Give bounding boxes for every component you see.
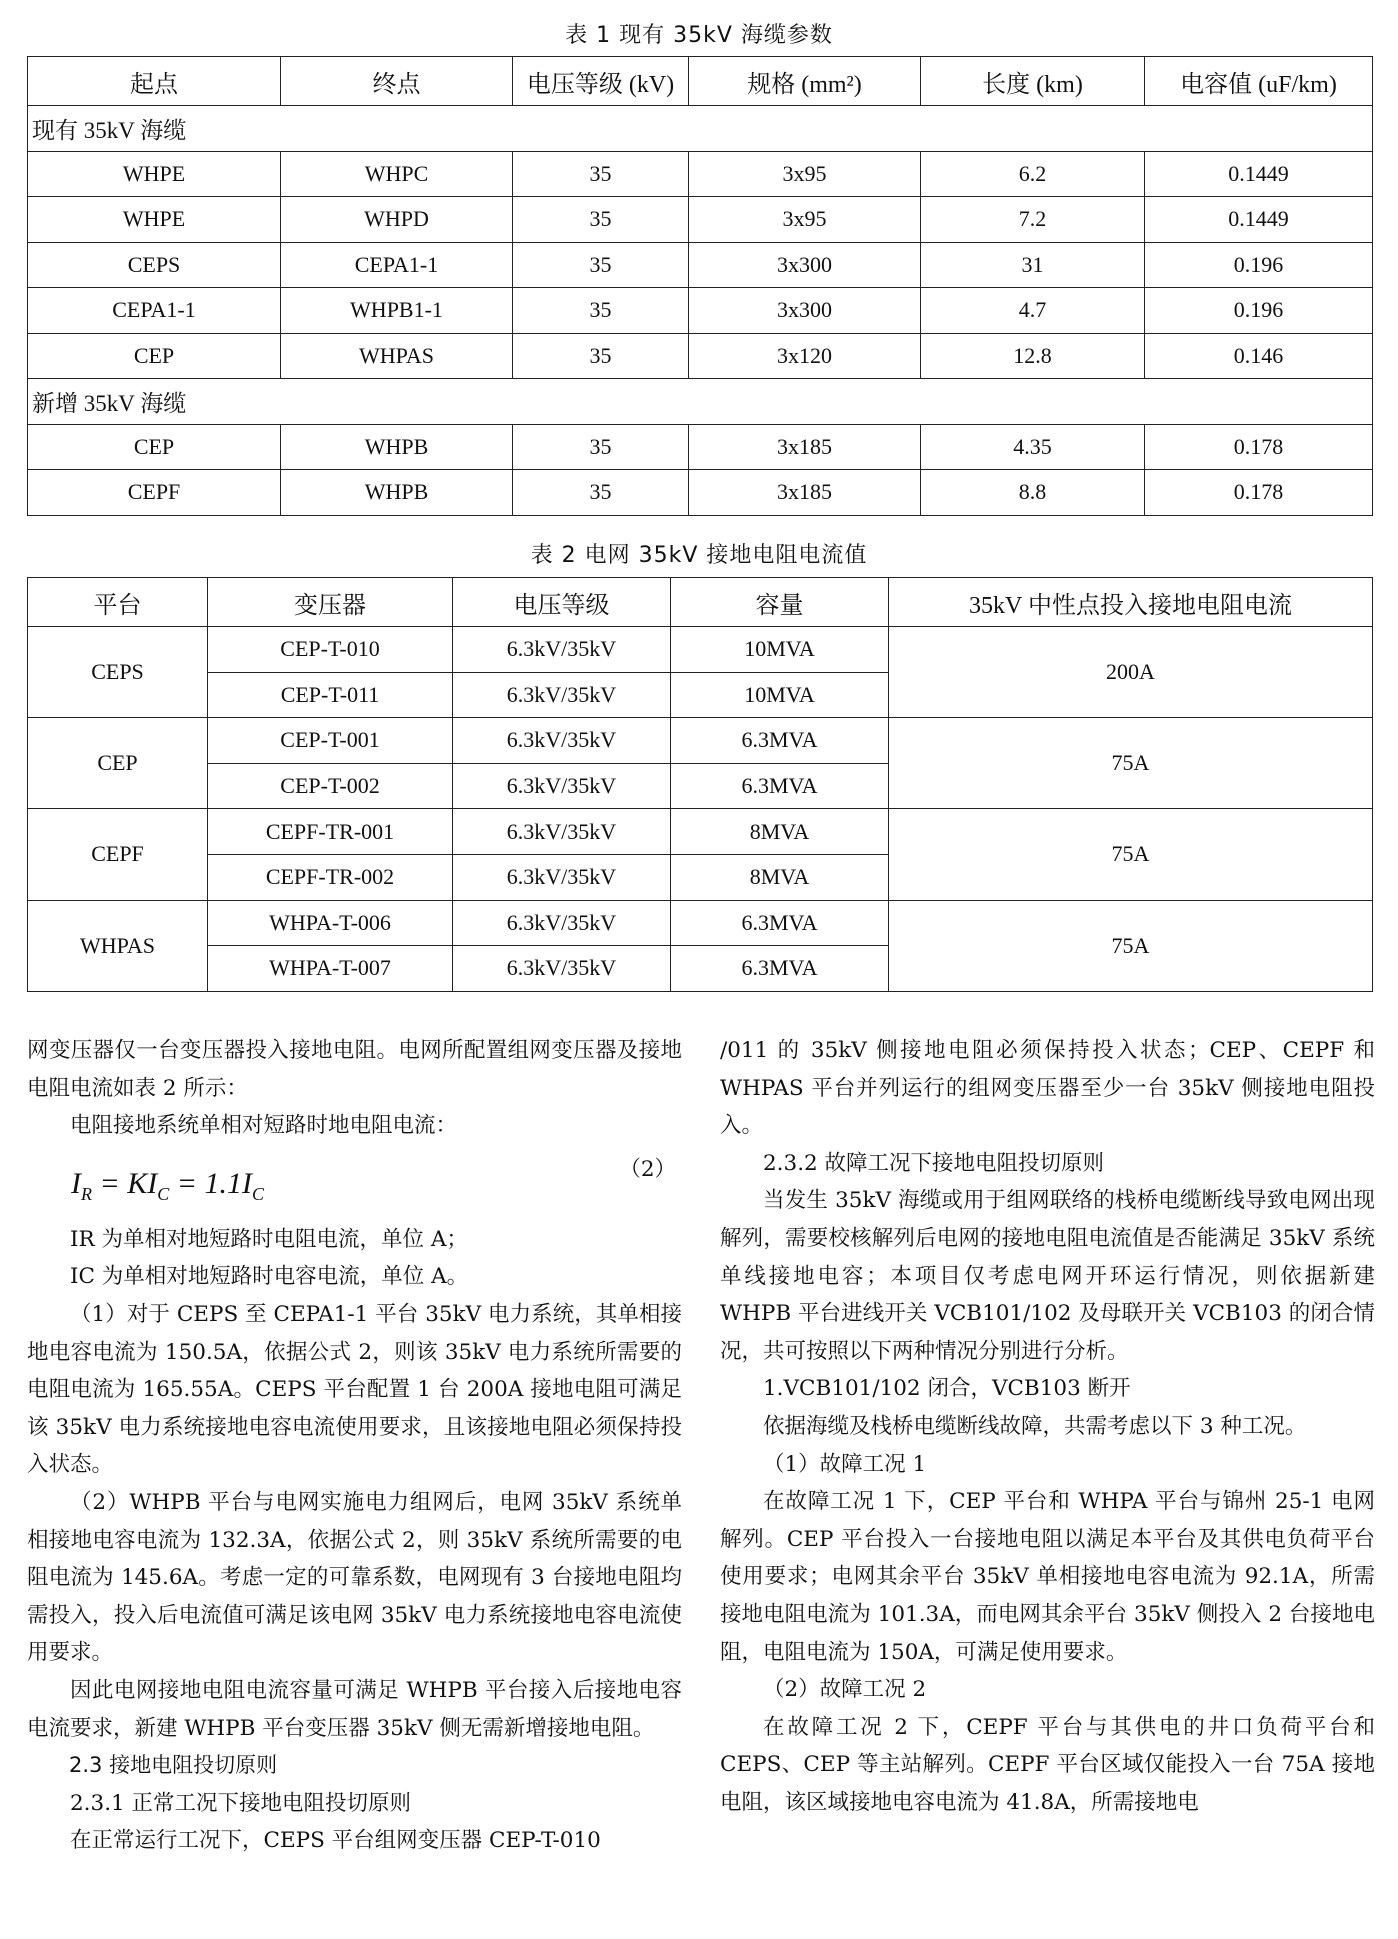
table1-section-label: 新增 35kV 海缆 <box>28 379 1373 425</box>
paragraph: IR 为单相对地短路时电阻电流，单位 A； <box>70 1226 468 1252</box>
table-row <box>28 333 1373 379</box>
subsection-heading: 2.3.1 正常工况下接地电阻投切原则 <box>70 1790 412 1816</box>
table1-section-label: 现有 35kV 海缆 <box>28 106 1373 152</box>
table2-header-row <box>28 578 1373 627</box>
formula-number: （2） <box>619 1156 676 1182</box>
current-cell: 75A <box>889 900 1373 991</box>
table-cell: 6.3kV/35kV <box>453 809 671 855</box>
formula-expression <box>71 1165 264 1214</box>
table-cell: 35 <box>513 151 689 197</box>
paragraph: 网变压器仅一台变压器投入接地电阻。电网所配置组网变压器及接地电阻电流如表 2 所示： <box>27 1038 682 1101</box>
paragraph: 电阻接地系统单相对短路时地电阻电流： <box>70 1113 458 1139</box>
table-cell: 31 <box>921 242 1145 288</box>
table2-header-cell: 电压等级 <box>453 578 671 627</box>
table-cell: CEP-T-010 <box>208 627 453 673</box>
table-cell: WHPA-T-006 <box>208 900 453 946</box>
table-cell: 0.1449 <box>1145 151 1373 197</box>
platform-cell: CEPF <box>28 809 208 900</box>
table1-header-cell: 长度 (km) <box>921 57 1145 106</box>
table-cell: WHPB <box>281 424 513 470</box>
case-heading: 1.VCB101/102 闭合，VCB103 断开 <box>763 1376 1131 1402</box>
table-cell: 3x95 <box>689 197 921 243</box>
table1-header-cell: 电容值 (uF/km) <box>1145 57 1373 106</box>
table-cell: 6.3kV/35kV <box>453 763 671 809</box>
table1-section-row <box>28 379 1373 425</box>
formula-term: I <box>71 1166 81 1200</box>
table-row <box>28 242 1373 288</box>
table-row <box>28 424 1373 470</box>
table-cell: 12.8 <box>921 333 1145 379</box>
formula-term: = 1.1I <box>169 1166 252 1200</box>
case-heading: （2）故障工况 2 <box>763 1677 927 1703</box>
paragraph: 当发生 35kV 海缆或用于组网联络的栈桥电缆断线导致电网出现解列，需要校核解列后电网的接地电阻电流值是否能满足 35kV 系统单线接地电容；本项目仅考虑电网开环运行情况，则依据新建 WHPB 平台进线开关 VCB101/102 及母联开关 VCB103 的闭合情况，共可按照以下两种情况分别进行分析。 <box>720 1188 1375 1364</box>
case-heading: （1）故障工况 1 <box>763 1451 927 1477</box>
table-cell: 4.7 <box>921 288 1145 334</box>
table-cell: 6.3MVA <box>671 946 889 992</box>
table-cell: 35 <box>513 424 689 470</box>
table2-header-cell: 容量 <box>671 578 889 627</box>
table-cell: CEPA1-1 <box>281 242 513 288</box>
paragraph: IC 为单相对地短路时电容电流，单位 A。 <box>70 1264 469 1290</box>
table-cell: 8.8 <box>921 470 1145 516</box>
table-cell: 8MVA <box>671 854 889 900</box>
table-cell: 10MVA <box>671 672 889 718</box>
table-cell: WHPE <box>28 151 281 197</box>
table-cell: 10MVA <box>671 627 889 673</box>
table-cell: 3x300 <box>689 288 921 334</box>
table-cell: CEP-T-002 <box>208 763 453 809</box>
table-row <box>28 718 1373 764</box>
table-row <box>28 809 1373 855</box>
table-cell: 35 <box>513 470 689 516</box>
table1-section-row <box>28 106 1373 152</box>
table-cell: WHPAS <box>281 333 513 379</box>
table-cell: 0.196 <box>1145 242 1373 288</box>
table-cell: 35 <box>513 242 689 288</box>
table-cell: 6.3kV/35kV <box>453 946 671 992</box>
table-cell: 0.178 <box>1145 470 1373 516</box>
paragraph: 依据海缆及栈桥电缆断线故障，共需考虑以下 3 种工况。 <box>763 1413 1307 1439</box>
table-cell: 6.3kV/35kV <box>453 854 671 900</box>
table-cell: 6.3MVA <box>671 718 889 764</box>
table-cell: 3x300 <box>689 242 921 288</box>
table1-header-cell: 终点 <box>281 57 513 106</box>
table-cell: CEPS <box>28 242 281 288</box>
table-cell: 3x95 <box>689 151 921 197</box>
table1-header-cell: 电压等级 (kV) <box>513 57 689 106</box>
table-cell: WHPB1-1 <box>281 288 513 334</box>
table-cell: CEP <box>28 424 281 470</box>
table2-header-cell: 平台 <box>28 578 208 627</box>
table-cell: 8MVA <box>671 809 889 855</box>
table-cell: 6.3MVA <box>671 763 889 809</box>
subsection-heading: 2.3.2 故障工况下接地电阻投切原则 <box>763 1150 1105 1176</box>
table-cell: CEPF-TR-002 <box>208 854 453 900</box>
table-cell: 4.35 <box>921 424 1145 470</box>
current-cell: 75A <box>889 718 1373 809</box>
table-cell: WHPA-T-007 <box>208 946 453 992</box>
paragraph: /011 的 35kV 侧接地电阻必须保持投入状态；CEP、CEPF 和 WHPAS 平台并列运行的组网变压器至少一台 35kV 侧接地电阻投入。 <box>720 1038 1375 1139</box>
platform-cell: CEPS <box>28 627 208 718</box>
table-row <box>28 151 1373 197</box>
table-cell: CEPF-TR-001 <box>208 809 453 855</box>
table-cell: 6.3kV/35kV <box>453 900 671 946</box>
table-cell: 0.1449 <box>1145 197 1373 243</box>
table-row <box>28 470 1373 516</box>
formula-subscript: C <box>252 1183 265 1204</box>
current-cell: 200A <box>889 627 1373 718</box>
table-cell: 3x185 <box>689 470 921 516</box>
table-cell: CEP <box>28 333 281 379</box>
table-cell: 35 <box>513 333 689 379</box>
formula-subscript: C <box>157 1183 170 1204</box>
table-cell: 6.3MVA <box>671 900 889 946</box>
table-cell: WHPB <box>281 470 513 516</box>
table-row <box>28 197 1373 243</box>
paragraph: 因此电网接地电阻电流容量可满足 WHPB 平台接入后接地电容电流要求，新建 WHPB 平台变压器 35kV 侧无需新增接地电阻。 <box>27 1677 682 1741</box>
table-cell: 3x185 <box>689 424 921 470</box>
table-cell: 6.2 <box>921 151 1145 197</box>
paragraph: 在故障工况 1 下，CEP 平台和 WHPA 平台与锦州 25-1 电网解列。CEP 平台投入一台接地电阻以满足本平台及其供电负荷平台使用要求；电网其余平台 35kV 单相接地电容电流为 92.1A，所需接地电阻电流为 101.3A，而电网其余平台 35kV 侧投入 2 台接地电阻，电阻电流为 150A，可满足使用要求。 <box>720 1489 1375 1665</box>
table-cell: CEPF <box>28 470 281 516</box>
left-column <box>27 1032 682 1860</box>
table2 <box>27 577 1373 992</box>
formula-term: = KI <box>92 1166 158 1200</box>
table1-header-cell: 起点 <box>28 57 281 106</box>
table-cell: 0.178 <box>1145 424 1373 470</box>
table-row <box>28 288 1373 334</box>
platform-cell: CEP <box>28 718 208 809</box>
paragraph: （1）对于 CEPS 至 CEPA1-1 平台 35kV 电力系统，其单相接地电容电流为 150.5A，依据公式 2，则该 35kV 电力系统所需要的电阻电流为 165.55A。CEPS 平台配置 1 台 200A 接地电阻可满足该 35kV 电力系统接地电容电流使用要求，且该接地电阻必须保持投入状态。 <box>27 1301 682 1478</box>
table-cell: 6.3kV/35kV <box>453 672 671 718</box>
platform-cell: WHPAS <box>28 900 208 991</box>
formula-subscript: R <box>81 1183 92 1204</box>
table1 <box>27 56 1373 516</box>
paragraph: （2）WHPB 平台与电网实施电力组网后，电网 35kV 系统单相接地电容电流为 132.3A，依据公式 2，则 35kV 系统所需要的电阻电流为 145.6A。考虑一定的可靠系数，电网现有 3 台接地电阻均需投入，投入后电流值可满足该电网 35kV 电力系统接地电容电流使用要求。 <box>27 1489 682 1666</box>
table-cell: CEP-T-011 <box>208 672 453 718</box>
table-cell: 35 <box>513 197 689 243</box>
table2-caption: 表 2 电网 35kV 接地电阻电流值 <box>530 543 868 568</box>
table-cell: WHPC <box>281 151 513 197</box>
paragraph: 在正常运行工况下，CEPS 平台组网变压器 CEP-T-010 <box>70 1828 601 1854</box>
table-cell: 6.3kV/35kV <box>453 718 671 764</box>
table-cell: CEPA1-1 <box>28 288 281 334</box>
table-cell: 0.196 <box>1145 288 1373 334</box>
table-cell: 7.2 <box>921 197 1145 243</box>
table1-header-cell: 规格 (mm²) <box>689 57 921 106</box>
section-heading: 2.3 接地电阻投切原则 <box>69 1753 278 1778</box>
table-row <box>28 627 1373 673</box>
table2-header-cell: 35kV 中性点投入接地电阻电流 <box>889 578 1373 627</box>
table1-caption: 表 1 现有 35kV 海缆参数 <box>565 23 833 48</box>
table-cell: WHPE <box>28 197 281 243</box>
table1-header-row <box>28 57 1373 106</box>
right-column <box>720 1032 1375 1821</box>
table-cell: 35 <box>513 288 689 334</box>
table-cell: 3x120 <box>689 333 921 379</box>
table-cell: WHPD <box>281 197 513 243</box>
paragraph: 在故障工况 2 下，CEPF 平台与其供电的井口负荷平台和 CEPS、CEP 等主站解列。CEPF 平台区域仅能投入一台 75A 接地电阻，该区域接地电容电流为 41.8A，所需接地电 <box>720 1714 1375 1815</box>
table2-header-cell: 变压器 <box>208 578 453 627</box>
table-cell: 0.146 <box>1145 333 1373 379</box>
table-cell: CEP-T-001 <box>208 718 453 764</box>
current-cell: 75A <box>889 809 1373 900</box>
formula-2 <box>27 1145 682 1221</box>
table-row <box>28 900 1373 946</box>
table-cell: 6.3kV/35kV <box>453 627 671 673</box>
